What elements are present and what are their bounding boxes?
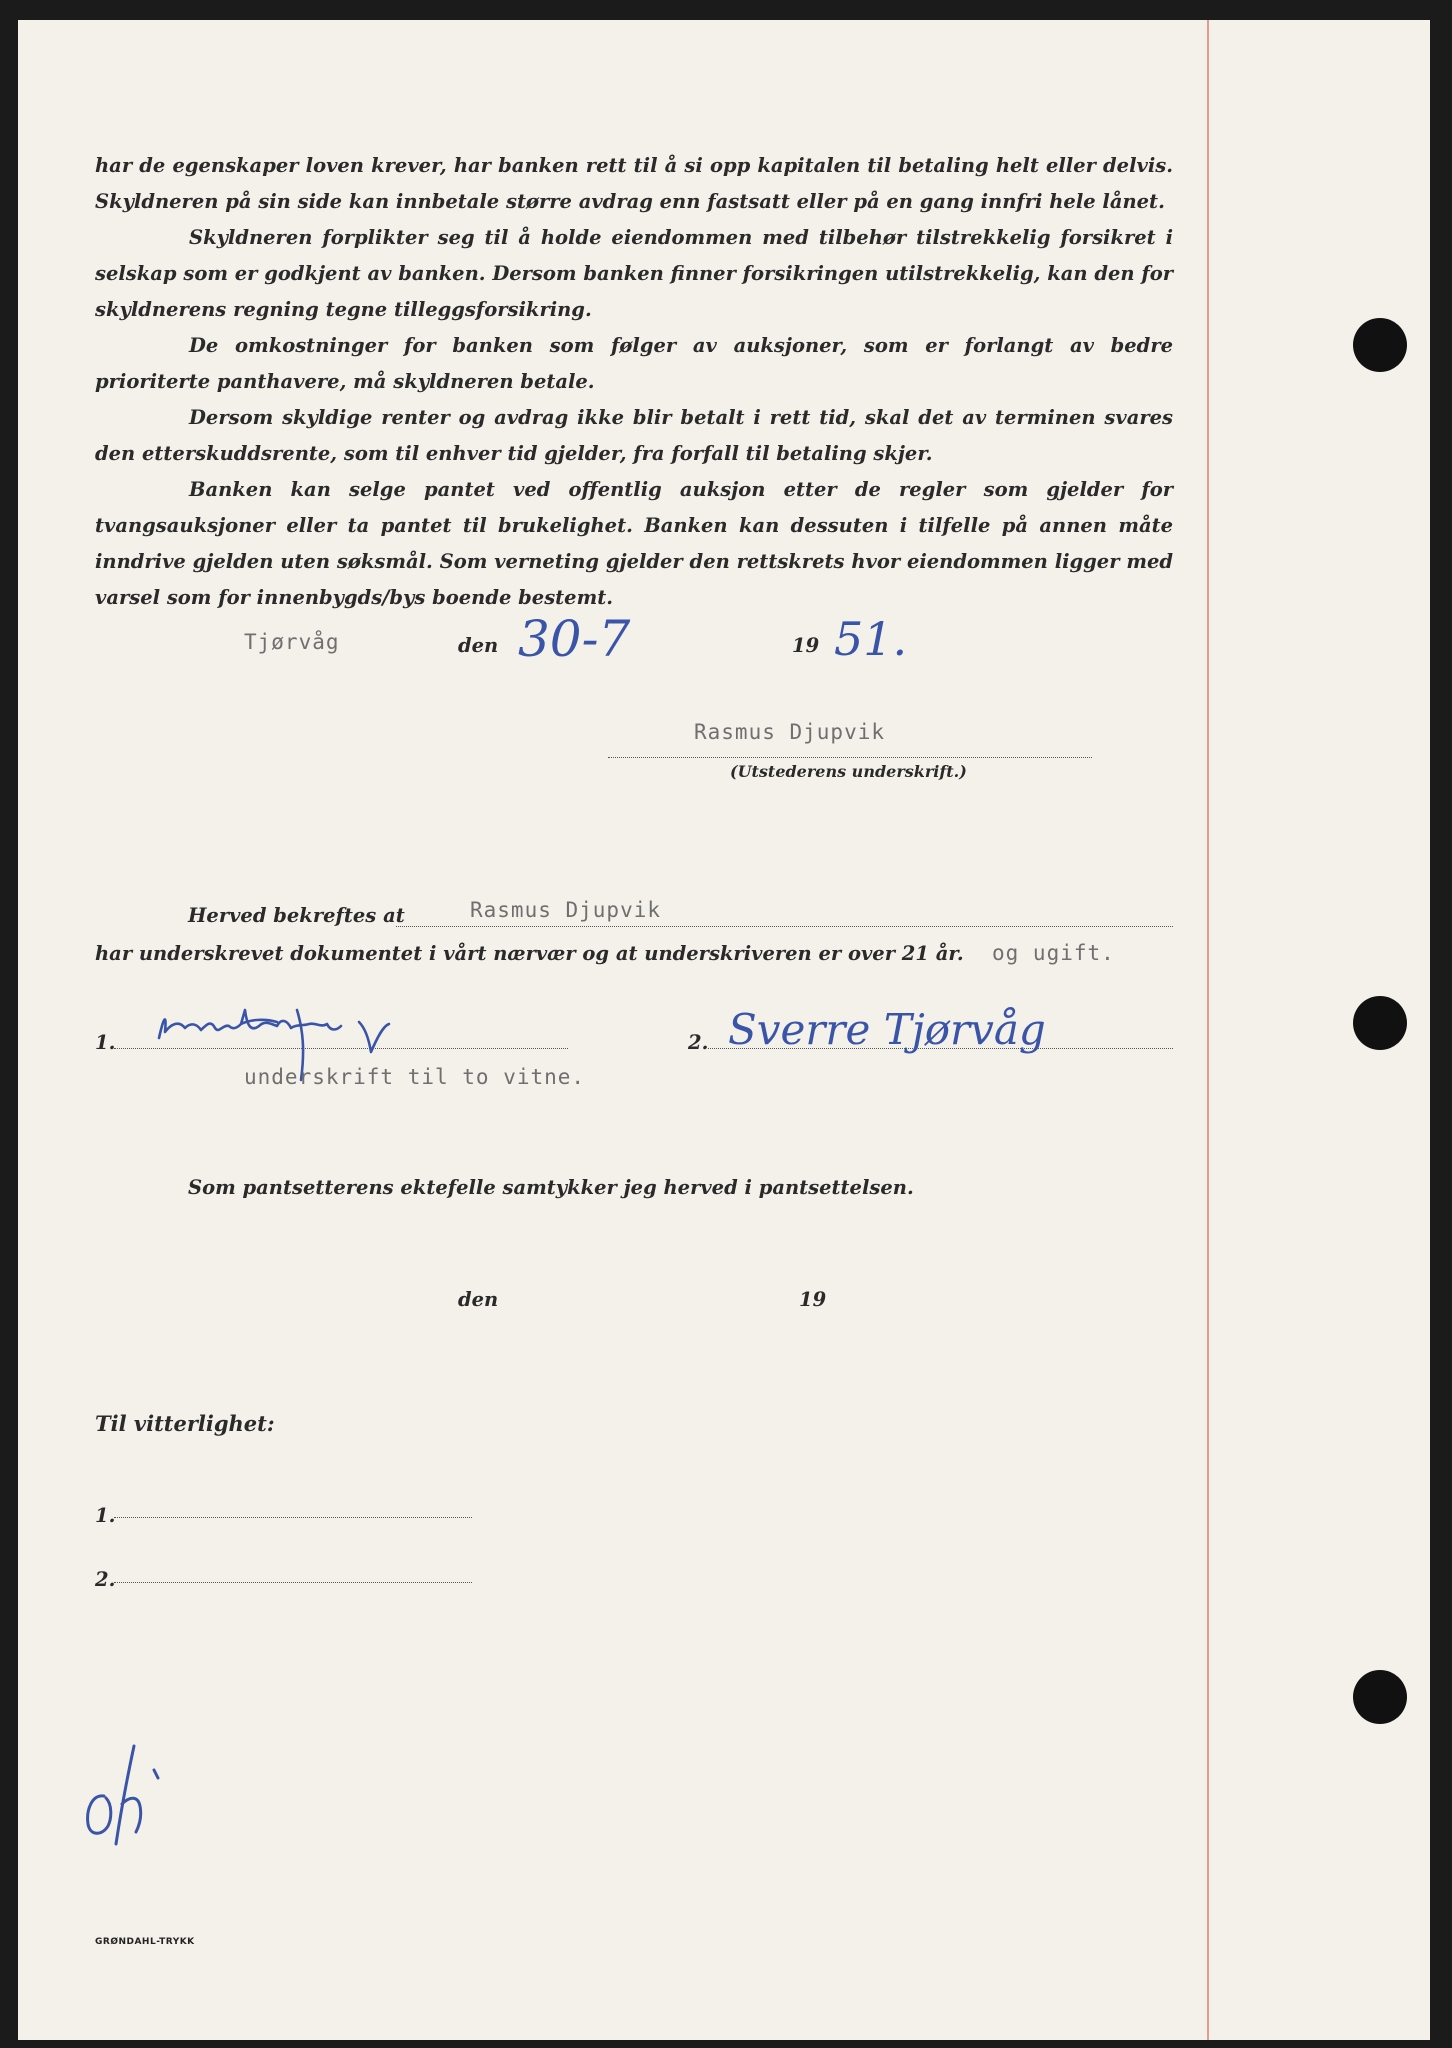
- confirmation-name-line: [396, 926, 1173, 927]
- issue-year-prefix: 19: [792, 634, 820, 657]
- margin-rule: [1207, 20, 1209, 2040]
- confirmation-name: Rasmus Djupvik: [470, 898, 662, 922]
- attestation-line2: [114, 1582, 472, 1583]
- issue-place: Tjørvåg: [244, 630, 340, 654]
- initials-mark: [76, 1740, 206, 1860]
- confirmation-statement: har underskrevet dokumentet i vårt nærvær og at underskriveren er over 21 år.: [95, 942, 964, 965]
- attestation-title: Til vitterlighet:: [95, 1411, 275, 1436]
- issuer-caption: (Utstederens underskrift.): [730, 762, 967, 781]
- punch-hole: [1353, 318, 1407, 372]
- spouse-year-prefix: 19: [799, 1288, 827, 1311]
- punch-hole: [1353, 996, 1407, 1050]
- spouse-consent-text: Som pantsetterens ektefelle samtykker jeg herved i pantsettelsen.: [188, 1176, 914, 1199]
- issuer-name: Rasmus Djupvik: [694, 720, 886, 744]
- confirmation-addition: og ugift.: [992, 941, 1115, 965]
- witness2-label: 2.: [688, 1031, 709, 1054]
- attestation-line1-label: 1.: [95, 1504, 116, 1527]
- spouse-den-label: den: [458, 1288, 499, 1311]
- printer-imprint: GRØNDAHL-TRYKK: [95, 1937, 195, 1947]
- issue-den-label: den: [458, 634, 499, 657]
- paragraph-interest: Dersom skyldige renter og avdrag ikke blir betalt i rett tid, skal det av terminen svares den etterskuddsrente, som til enhver tid gjelder, fra forfall til betaling skjer.: [95, 406, 1173, 465]
- witness2-signature: Sverre Tjørvåg: [728, 1005, 1046, 1054]
- paragraph-costs: De omkostninger for banken som følger av auksjoner, som er forlangt av bedre prioriterte panthavere, må skyldneren betale.: [95, 334, 1173, 393]
- punch-hole: [1353, 1670, 1407, 1724]
- document-page: [18, 20, 1430, 2040]
- attestation-line1: [114, 1517, 472, 1518]
- witness1-label: 1.: [95, 1031, 116, 1054]
- issue-date: 30-7: [518, 610, 631, 668]
- paragraph-termination: har de egenskaper loven krever, har banken rett til å si opp kapitalen til betaling helt eller delvis. Skyldneren på sin side kan innbetale større avdrag enn fastsatt eller på en gang innfri hele lånet.: [95, 154, 1173, 213]
- issue-year-suffix: 51.: [834, 612, 908, 666]
- witness-note: underskrift til to vitne.: [244, 1065, 586, 1089]
- issuer-signature-line: [608, 757, 1092, 758]
- paragraph-insurance: Skyldneren forplikter seg til å holde eiendommen med tilbehør tilstrekkelig forsikret i selskap som er godkjent av banken. Dersom banken finner forsikringen utilstrekkelig, kan den for skyldnerens regning tegne tilleggsforsikring.: [95, 226, 1173, 321]
- confirmation-prefix: Herved bekreftes at: [188, 904, 405, 927]
- paragraph-auction: Banken kan selge pantet ved offentlig auksjon etter de regler som gjelder for tvangsauksjoner eller ta pantet til brukelighet. Banken kan dessuten i tilfelle på annen måte inndrive gjelden uten søksmål. Som verneting gjelder den rettskrets hvor eiendommen ligger med varsel som for innenbygds/bys boende bestemt.: [95, 478, 1173, 609]
- attestation-line2-label: 2.: [95, 1568, 116, 1591]
